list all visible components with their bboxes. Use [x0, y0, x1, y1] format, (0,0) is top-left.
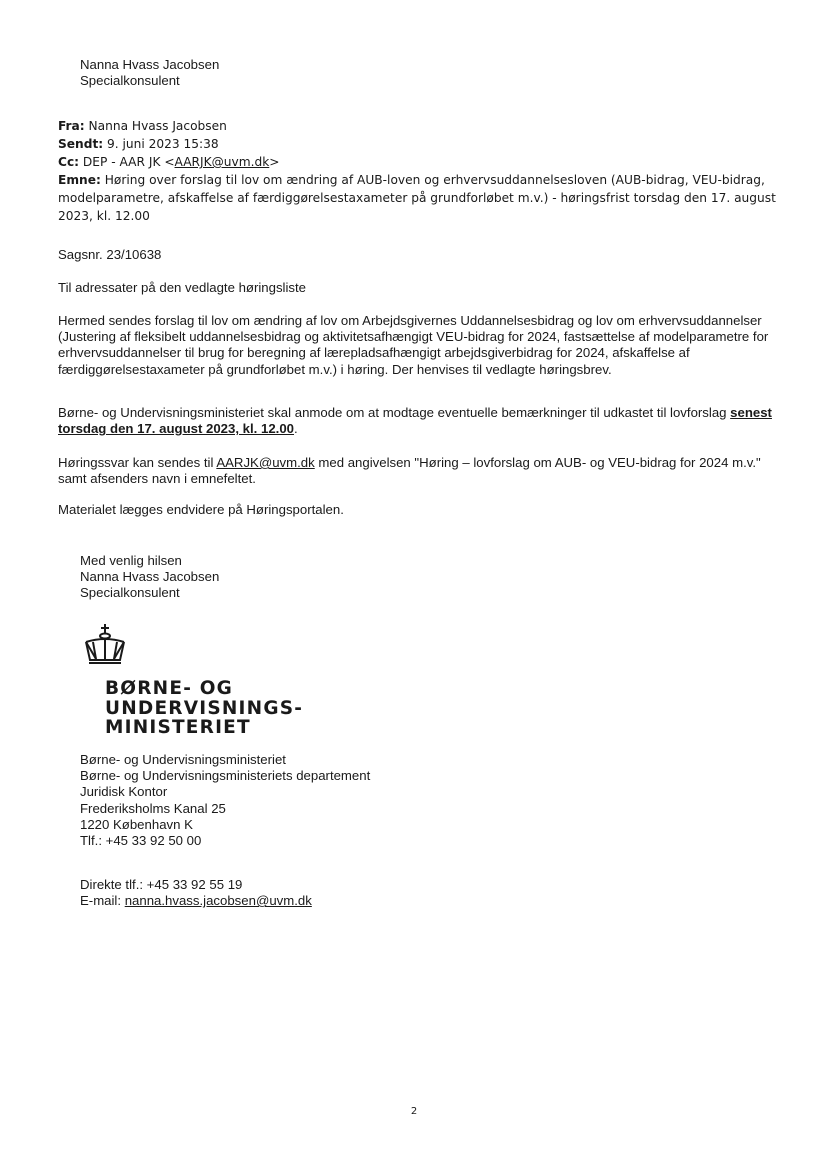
closing-name: Nanna Hvass Jacobsen: [80, 569, 220, 585]
reply-suffix: med angivelsen "Høring – lovforslag om AUB- og VEU-bidrag for 2024 m.v." samt afsenders navn i emnefeltet.: [58, 455, 761, 487]
reply-email-link[interactable]: AARJK@uvm.dk: [216, 455, 315, 470]
paragraph-intro: Hermed sendes forslag til lov om ændring af lov om Arbejdsgivernes Uddannelsesbidrag og lov om erhvervsuddannelser (Justering af fleksibelt uddannelsesbidrag og aktivitetsafhængigt VEU-bidrag for 2024, fastsættelse af modelparametre for erhvervsuddannelser til brug for beregning af lærepladsafhængigt arbejdsgiverbidrag for 2024, afskaffelse af færdiggørelsestaxameter på grundforløbet m.v.) i høring. Der henvises til vedlagte høringsbrev.: [58, 313, 769, 377]
cc-suffix: >: [269, 155, 280, 169]
deadline-prefix: Børne- og Undervisningsministeriet skal anmode om at modtage eventuelle bemærkninger til udkastet til lovforslag: [58, 405, 731, 420]
subject-label: Emne:: [58, 173, 101, 187]
paragraph-deadline: [58, 405, 783, 437]
direct-phone: Direkte tlf.: +45 33 92 55 19: [80, 877, 243, 892]
crown-icon: [82, 622, 128, 666]
address-line: Børne- og Undervisningsministeriet: [80, 752, 286, 767]
sent-line: [58, 135, 788, 153]
top-signature: [80, 57, 219, 89]
page-number: 2: [410, 1106, 418, 1117]
subject-value: Høring over forslag til lov om ændring af AUB-loven og erhvervsuddannelsesloven (AUB-bidrag, VEU-bidrag, modelparametre, afskaffelse af færdiggørelsestaxameter på grundforløbet m.v.) - høringsfrist torsdag den 17. august 2023, kl. 12.00: [58, 173, 776, 223]
closing-signature: [80, 553, 219, 602]
from-label: Fra:: [58, 119, 85, 133]
logo-line-1: BØRNE- OG: [105, 678, 234, 699]
reply-prefix: Høringssvar kan sendes til: [58, 455, 217, 470]
paragraph-reply: [58, 455, 783, 487]
signature-title: Specialkonsulent: [80, 73, 180, 89]
logo-line-3: MINISTERIET: [105, 717, 251, 738]
cc-prefix: DEP - AAR JK <: [82, 155, 175, 169]
from-value: Nanna Hvass Jacobsen: [88, 119, 227, 133]
deadline-date: senest torsdag den 17. august 2023, kl. 12.00: [58, 405, 772, 437]
email-label: E-mail:: [80, 893, 125, 909]
address-phone: Tlf.: +45 33 92 50 00: [80, 833, 202, 849]
cc-email-link[interactable]: AARJK@uvm.dk: [174, 155, 270, 169]
personal-email-link[interactable]: nanna.hvass.jacobsen@uvm.dk: [124, 893, 312, 909]
direct-contact: [80, 877, 312, 909]
sent-label: Sendt:: [58, 137, 104, 151]
logo-line-2: UNDERVISNINGS-: [105, 697, 304, 719]
closing-title: Specialkonsulent: [80, 585, 180, 601]
address-line: 1220 København K: [80, 816, 193, 832]
email-header: [58, 117, 788, 225]
address-line: Børne- og Undervisningsministeriets departement: [80, 768, 371, 784]
from-line: [58, 117, 788, 135]
cc-label: Cc:: [58, 155, 80, 169]
closing-greeting: Med venlig hilsen: [80, 553, 182, 568]
ministry-address: [80, 752, 370, 849]
ministry-logo-text: [105, 679, 303, 738]
cc-line: [58, 153, 788, 171]
addressees-line: Til adressater på den vedlagte høringsliste: [58, 280, 307, 295]
paragraph-portal: Materialet lægges endvidere på Høringsportalen.: [58, 502, 344, 517]
deadline-suffix: .: [294, 421, 298, 437]
subject-line: [58, 171, 788, 225]
address-line: Juridisk Kontor: [80, 784, 168, 800]
case-number: Sagsnr. 23/10638: [58, 247, 162, 262]
address-line: Frederiksholms Kanal 25: [80, 800, 226, 816]
signature-name: Nanna Hvass Jacobsen: [80, 57, 220, 72]
email-line: [80, 893, 312, 909]
sent-value: 9. juni 2023 15:38: [107, 137, 219, 151]
